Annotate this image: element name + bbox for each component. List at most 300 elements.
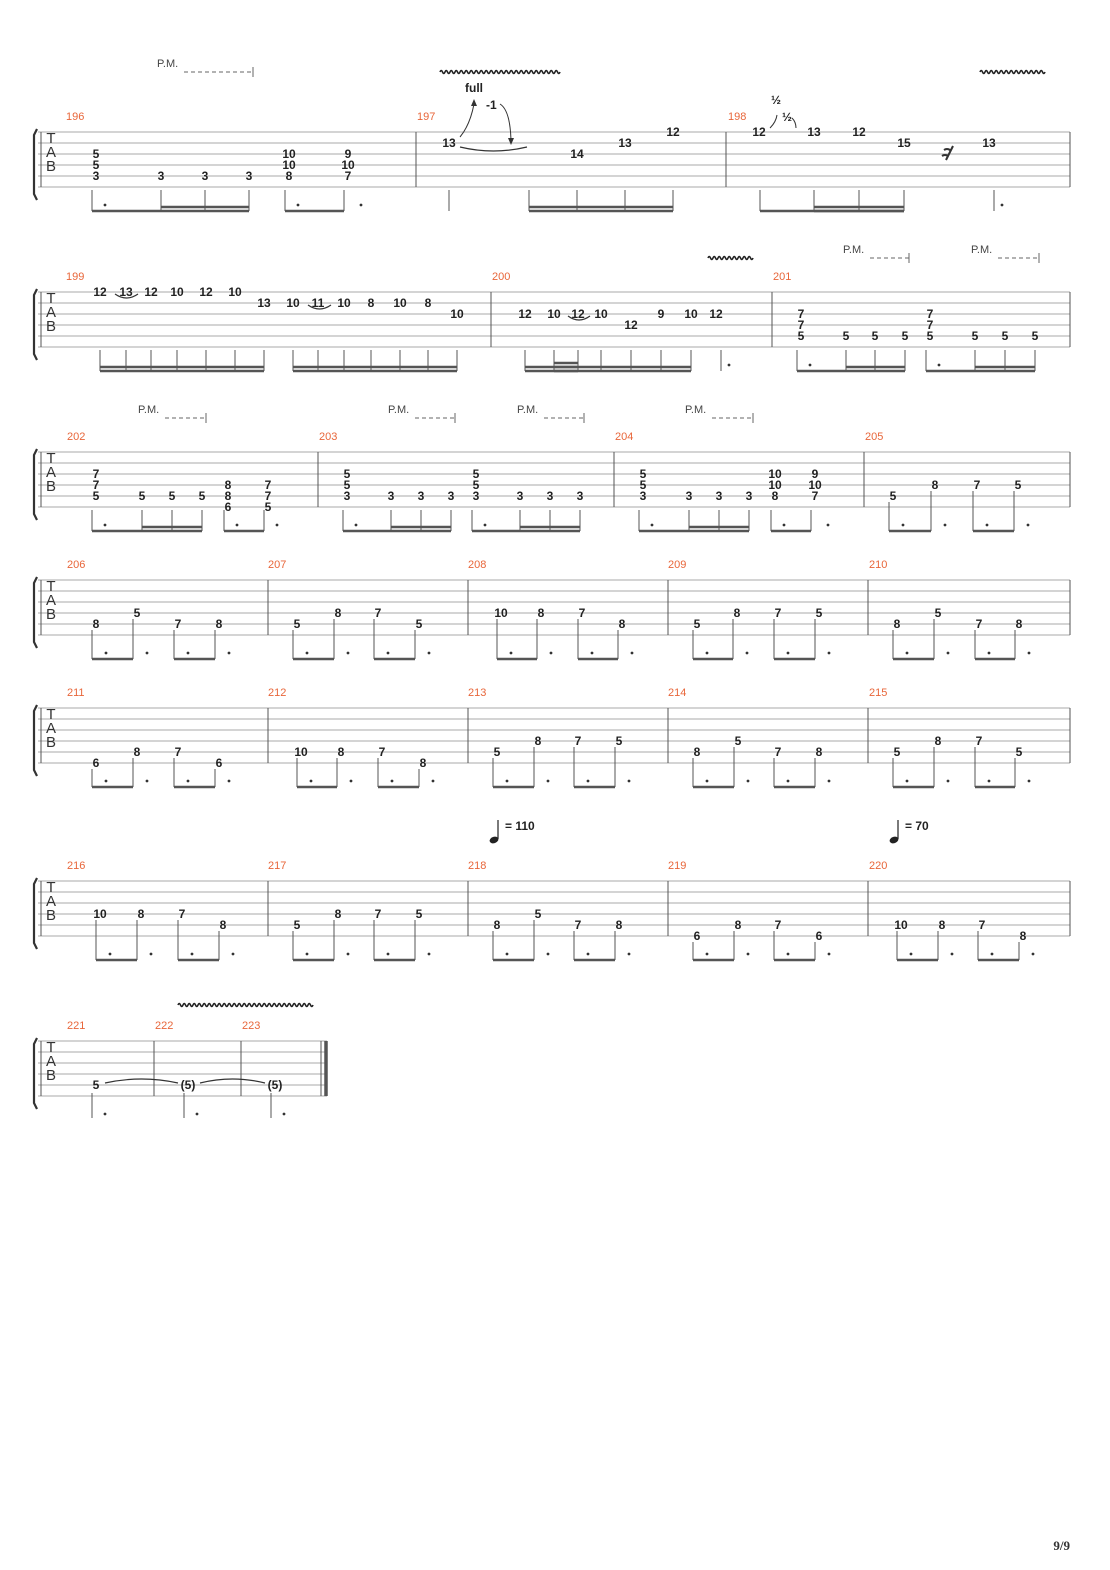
- rhythm-dot: [104, 204, 107, 207]
- fret-number: 5: [693, 617, 701, 631]
- rhythm-dot: [187, 652, 190, 655]
- fret-number: 9: [344, 147, 352, 161]
- fret-number: 12: [666, 125, 680, 139]
- measure-number: 201: [773, 271, 792, 283]
- rhythm-dot: [746, 652, 749, 655]
- rhythm-dot: [428, 652, 431, 655]
- fret-number: 3: [92, 169, 100, 183]
- rhythm-dot: [228, 780, 231, 783]
- rhythm-dot: [783, 524, 786, 527]
- system-bracket: [34, 1038, 37, 1109]
- fret-number: 10: [170, 285, 184, 299]
- fret-number: 5: [92, 1078, 100, 1092]
- fret-number: 8: [224, 478, 232, 492]
- rhythm-dot: [432, 780, 435, 783]
- fret-number: 8: [618, 617, 626, 631]
- fret-number: 5: [92, 489, 100, 503]
- fret-number: 9: [657, 307, 665, 321]
- fret-number: 8: [337, 745, 345, 759]
- fret-number: 6: [815, 929, 823, 943]
- fret-number: 8: [92, 617, 100, 631]
- palm-mute-label: P.M.: [157, 58, 179, 70]
- fret-number: 12: [752, 125, 766, 139]
- rhythm-dot: [706, 652, 709, 655]
- fret-number: 6: [224, 500, 232, 514]
- rhythm-dot: [747, 780, 750, 783]
- fret-number: 7: [344, 169, 352, 183]
- fret-number: 7: [774, 918, 782, 932]
- rhythm-dot: [828, 652, 831, 655]
- bend-arrow: [770, 115, 777, 128]
- tab-clef-letter: A: [45, 893, 57, 910]
- rhythm-dot: [150, 953, 153, 956]
- fret-number: 14: [570, 147, 584, 161]
- tab-clef-letter: A: [45, 1053, 57, 1070]
- rhythm-dot: [587, 953, 590, 956]
- rhythm-dot: [706, 780, 709, 783]
- fret-number: 8: [493, 918, 501, 932]
- release-arrow: [792, 118, 796, 128]
- fret-number: 5: [842, 329, 850, 343]
- fret-number: 5: [343, 467, 351, 481]
- bend-half-label: ½: [782, 110, 793, 124]
- fret-number: 3: [715, 489, 723, 503]
- system-bracket: [34, 449, 37, 520]
- rhythm-dot: [276, 524, 279, 527]
- fret-number: 8: [224, 489, 232, 503]
- fret-number: 8: [934, 734, 942, 748]
- tab-clef-letter: A: [45, 720, 57, 737]
- fret-number: 7: [978, 918, 986, 932]
- tab-clef-letter: B: [45, 907, 57, 924]
- fret-number: 8: [734, 918, 742, 932]
- fret-number: 8: [771, 489, 779, 503]
- fret-number: 5: [343, 478, 351, 492]
- rhythm-dot: [587, 780, 590, 783]
- fret-number: 15: [897, 136, 911, 150]
- fret-number: 7: [975, 734, 983, 748]
- rhythm-dot: [350, 780, 353, 783]
- fret-number: 5: [1015, 745, 1023, 759]
- rhythm-dot: [988, 780, 991, 783]
- fret-number: 7: [926, 307, 934, 321]
- tab-clef-letter: T: [46, 130, 56, 147]
- rhythm-dot: [347, 953, 350, 956]
- rhythm-dot: [196, 1113, 199, 1116]
- tab-clef-letter: T: [46, 706, 56, 723]
- fret-number: 6: [92, 756, 100, 770]
- fret-number: 7: [574, 918, 582, 932]
- measure-number: 207: [268, 559, 287, 571]
- fret-number: 7: [797, 318, 805, 332]
- fret-number: 10: [768, 467, 782, 481]
- fret-number: 7: [975, 617, 983, 631]
- measure-number: 221: [67, 1020, 86, 1032]
- fret-number: 5: [1031, 329, 1039, 343]
- measure-number: 219: [668, 860, 687, 872]
- rhythm-dot: [109, 953, 112, 956]
- measure-number: 211: [67, 687, 85, 699]
- vibrato-line: [708, 257, 753, 260]
- rhythm-dot: [747, 953, 750, 956]
- tab-clef-letter: B: [45, 318, 57, 335]
- rhythm-dot: [631, 652, 634, 655]
- fret-number: 7: [174, 617, 182, 631]
- fret-number: 6: [215, 756, 223, 770]
- fret-number: 5: [415, 907, 423, 921]
- rhythm-dot: [105, 652, 108, 655]
- rhythm-dot: [484, 524, 487, 527]
- fret-number: 8: [285, 169, 293, 183]
- rhythm-dot: [391, 780, 394, 783]
- tempo-marking: = 70: [905, 819, 929, 833]
- fret-number: 7: [811, 489, 819, 503]
- rhythm-dot: [191, 953, 194, 956]
- fret-number: 7: [92, 478, 100, 492]
- measure-number: 210: [869, 559, 888, 571]
- rhythm-dot: [306, 953, 309, 956]
- fret-number: 8: [215, 617, 223, 631]
- fret-number: 7: [926, 318, 934, 332]
- rhythm-dot: [387, 652, 390, 655]
- fret-number: 5: [639, 478, 647, 492]
- fret-number: 8: [137, 907, 145, 921]
- rhythm-dot: [236, 524, 239, 527]
- rhythm-dot: [706, 953, 709, 956]
- fret-number: 10: [894, 918, 908, 932]
- fret-number: 5: [198, 489, 206, 503]
- tab-clef-letter: A: [45, 592, 57, 609]
- fret-number: 5: [615, 734, 623, 748]
- fret-number: 12: [852, 125, 866, 139]
- rhythm-dot: [228, 652, 231, 655]
- measure-number: 197: [417, 111, 436, 123]
- tab-clef-letter: T: [46, 290, 56, 307]
- vibrato-line: [980, 71, 1045, 74]
- measure-number: 196: [66, 111, 85, 123]
- rhythm-dot: [347, 652, 350, 655]
- fret-number: 5: [138, 489, 146, 503]
- fret-number: 9: [811, 467, 819, 481]
- measure-number: 198: [728, 111, 747, 123]
- tab-clef-letter: A: [45, 304, 57, 321]
- sixteenth-rest: [942, 146, 953, 160]
- fret-number: 8: [534, 734, 542, 748]
- rhythm-dot: [297, 204, 300, 207]
- fret-number: 7: [774, 606, 782, 620]
- rhythm-dot: [428, 953, 431, 956]
- fret-number: 5: [871, 329, 879, 343]
- rhythm-dot: [306, 652, 309, 655]
- rhythm-dot: [651, 524, 654, 527]
- tab-clef-letter: B: [45, 606, 57, 623]
- fret-number: 12: [199, 285, 213, 299]
- fret-number: 13: [442, 136, 456, 150]
- fret-number: 12: [93, 285, 107, 299]
- measure-number: 220: [869, 860, 888, 872]
- tab-clef-letter: B: [45, 158, 57, 175]
- fret-number: 10: [393, 296, 407, 310]
- fret-number: 10: [494, 606, 508, 620]
- fret-number: 13: [618, 136, 632, 150]
- fret-number: 10: [450, 307, 464, 321]
- fret-number: 12: [571, 307, 585, 321]
- rhythm-dot: [105, 780, 108, 783]
- measure-number: 212: [268, 687, 287, 699]
- fret-number: 8: [537, 606, 545, 620]
- tab-clef-letter: A: [45, 144, 57, 161]
- fret-number: 12: [144, 285, 158, 299]
- fret-number: 5: [901, 329, 909, 343]
- fret-number: 5: [293, 918, 301, 932]
- rhythm-dot: [310, 780, 313, 783]
- system-bracket: [34, 878, 37, 949]
- fret-number: 12: [624, 318, 638, 332]
- fret-number: 5: [1014, 478, 1022, 492]
- fret-number: 3: [201, 169, 209, 183]
- rhythm-dot: [146, 652, 149, 655]
- system-bracket: [34, 705, 37, 776]
- slur: [460, 147, 527, 151]
- fret-number: 10: [286, 296, 300, 310]
- measure-number: 213: [468, 687, 487, 699]
- fret-number: 3: [447, 489, 455, 503]
- rhythm-dot: [360, 204, 363, 207]
- measure-number: 215: [869, 687, 888, 699]
- palm-mute-label: P.M.: [685, 404, 707, 416]
- fret-number: 5: [893, 745, 901, 759]
- fret-number: 5: [92, 147, 100, 161]
- fret-number: 5: [815, 606, 823, 620]
- fret-number: 8: [815, 745, 823, 759]
- fret-number: 5: [889, 489, 897, 503]
- fret-number: 8: [1015, 617, 1023, 631]
- rhythm-dot: [827, 524, 830, 527]
- fret-number: (5): [180, 1078, 196, 1092]
- rhythm-dot: [902, 524, 905, 527]
- bend-release-label: -1: [486, 98, 497, 112]
- page-number: 9/9: [1053, 1538, 1070, 1553]
- fret-number: 3: [343, 489, 351, 503]
- fret-number: 8: [334, 907, 342, 921]
- rhythm-dot: [938, 364, 941, 367]
- measure-number: 203: [319, 431, 338, 443]
- fret-number: 10: [294, 745, 308, 759]
- palm-mute-label: P.M.: [843, 244, 865, 256]
- rhythm-dot: [1032, 953, 1035, 956]
- rhythm-dot: [787, 953, 790, 956]
- fret-number: 6: [693, 929, 701, 943]
- fret-number: 8: [931, 478, 939, 492]
- fret-number: 10: [337, 296, 351, 310]
- fret-number: 3: [745, 489, 753, 503]
- measure-number: 216: [67, 860, 86, 872]
- system-bracket: [34, 577, 37, 648]
- rhythm-dot: [187, 780, 190, 783]
- rhythm-dot: [1028, 652, 1031, 655]
- rhythm-dot: [547, 953, 550, 956]
- measure-number: 200: [492, 271, 511, 283]
- fret-number: 8: [893, 617, 901, 631]
- palm-mute-label: P.M.: [138, 404, 160, 416]
- fret-number: 13: [119, 285, 133, 299]
- system-bracket: [34, 129, 37, 200]
- fret-number: 5: [534, 907, 542, 921]
- fret-number: 10: [594, 307, 608, 321]
- fret-number: 11: [311, 296, 325, 310]
- fret-number: 13: [982, 136, 996, 150]
- fret-number: 3: [516, 489, 524, 503]
- rhythm-dot: [506, 953, 509, 956]
- measure-number: 204: [615, 431, 634, 443]
- rhythm-dot: [787, 780, 790, 783]
- palm-mute-label: P.M.: [971, 244, 993, 256]
- fret-number: 12: [709, 307, 723, 321]
- measure-number: 217: [268, 860, 287, 872]
- fret-number: 10: [228, 285, 242, 299]
- tempo-marking: = 110: [505, 819, 535, 833]
- fret-number: 3: [639, 489, 647, 503]
- rhythm-dot: [809, 364, 812, 367]
- rhythm-dot: [988, 652, 991, 655]
- fret-number: 3: [157, 169, 165, 183]
- fret-number: 7: [374, 606, 382, 620]
- fret-number: 3: [245, 169, 253, 183]
- fret-number: 5: [133, 606, 141, 620]
- rhythm-dot: [506, 780, 509, 783]
- fret-number: 8: [424, 296, 432, 310]
- fret-number: 8: [693, 745, 701, 759]
- tab-clef-letter: T: [46, 879, 56, 896]
- measure-number: 209: [668, 559, 687, 571]
- rhythm-dot: [1028, 780, 1031, 783]
- measure-number: 222: [155, 1020, 174, 1032]
- bend-half-label: ½: [771, 93, 782, 107]
- fret-number: 7: [92, 467, 100, 481]
- rhythm-dot: [828, 780, 831, 783]
- fret-number: 7: [264, 478, 272, 492]
- tab-clef-letter: T: [46, 578, 56, 595]
- rhythm-dot: [906, 780, 909, 783]
- fret-number: 10: [341, 158, 355, 172]
- fret-number: 7: [574, 734, 582, 748]
- rhythm-dot: [355, 524, 358, 527]
- fret-number: 7: [378, 745, 386, 759]
- rhythm-dot: [104, 1113, 107, 1116]
- rhythm-dot: [104, 524, 107, 527]
- fret-number: 8: [419, 756, 427, 770]
- fret-number: 8: [133, 745, 141, 759]
- fret-number: 3: [576, 489, 584, 503]
- rhythm-dot: [947, 652, 950, 655]
- measure-number: 205: [865, 431, 884, 443]
- fret-number: 8: [334, 606, 342, 620]
- fret-number: 10: [684, 307, 698, 321]
- fret-number: 7: [374, 907, 382, 921]
- rhythm-dot: [146, 780, 149, 783]
- fret-number: 5: [168, 489, 176, 503]
- fret-number: 8: [1019, 929, 1027, 943]
- rhythm-dot: [547, 780, 550, 783]
- fret-number: 12: [518, 307, 532, 321]
- rhythm-dot: [283, 1113, 286, 1116]
- rhythm-dot: [628, 780, 631, 783]
- fret-number: 5: [493, 745, 501, 759]
- fret-number: 7: [797, 307, 805, 321]
- rhythm-dot: [951, 953, 954, 956]
- fret-number: 3: [546, 489, 554, 503]
- fret-number: 5: [293, 617, 301, 631]
- rhythm-dot: [787, 652, 790, 655]
- fret-number: 5: [639, 467, 647, 481]
- fret-number: 7: [774, 745, 782, 759]
- fret-number: 3: [472, 489, 480, 503]
- rhythm-dot: [728, 364, 731, 367]
- fret-number: 3: [387, 489, 395, 503]
- vibrato-line: [178, 1004, 313, 1007]
- fret-number: 10: [547, 307, 561, 321]
- fret-number: 7: [264, 489, 272, 503]
- rhythm-dot: [944, 524, 947, 527]
- measure-number: 202: [67, 431, 86, 443]
- palm-mute-label: P.M.: [388, 404, 410, 416]
- fret-number: (5): [267, 1078, 283, 1092]
- palm-mute-label: P.M.: [517, 404, 539, 416]
- rhythm-dot: [986, 524, 989, 527]
- measure-number: 208: [468, 559, 487, 571]
- release-arrow-head: [508, 138, 514, 145]
- rhythm-dot: [387, 953, 390, 956]
- release-arrow: [500, 104, 511, 140]
- bend-arrow-head: [471, 99, 477, 106]
- fret-number: 5: [415, 617, 423, 631]
- tab-clef-letter: T: [46, 1039, 56, 1056]
- fret-number: 13: [257, 296, 271, 310]
- fret-number: 10: [808, 478, 822, 492]
- fret-number: 5: [472, 478, 480, 492]
- fret-number: 7: [174, 745, 182, 759]
- fret-number: 10: [282, 158, 296, 172]
- fret-number: 5: [797, 329, 805, 343]
- measure-number: 206: [67, 559, 86, 571]
- fret-number: 5: [264, 500, 272, 514]
- measure-number: 223: [242, 1020, 261, 1032]
- rhythm-dot: [550, 652, 553, 655]
- tab-clef-letter: B: [45, 1067, 57, 1084]
- fret-number: 10: [768, 478, 782, 492]
- measure-number: 218: [468, 860, 487, 872]
- tab-clef-letter: T: [46, 450, 56, 467]
- tab-clef-letter: B: [45, 478, 57, 495]
- rhythm-dot: [1001, 204, 1004, 207]
- rhythm-dot: [1027, 524, 1030, 527]
- fret-number: 7: [973, 478, 981, 492]
- fret-number: 8: [219, 918, 227, 932]
- vibrato-line: [440, 71, 560, 74]
- rhythm-dot: [910, 953, 913, 956]
- fret-number: 5: [472, 467, 480, 481]
- fret-number: 7: [178, 907, 186, 921]
- rhythm-dot: [991, 953, 994, 956]
- rhythm-dot: [947, 780, 950, 783]
- measure-number: 214: [668, 687, 687, 699]
- fret-number: 5: [926, 329, 934, 343]
- fret-number: 13: [807, 125, 821, 139]
- fret-number: 8: [615, 918, 623, 932]
- rhythm-dot: [591, 652, 594, 655]
- slur: [105, 1079, 178, 1083]
- fret-number: 5: [92, 158, 100, 172]
